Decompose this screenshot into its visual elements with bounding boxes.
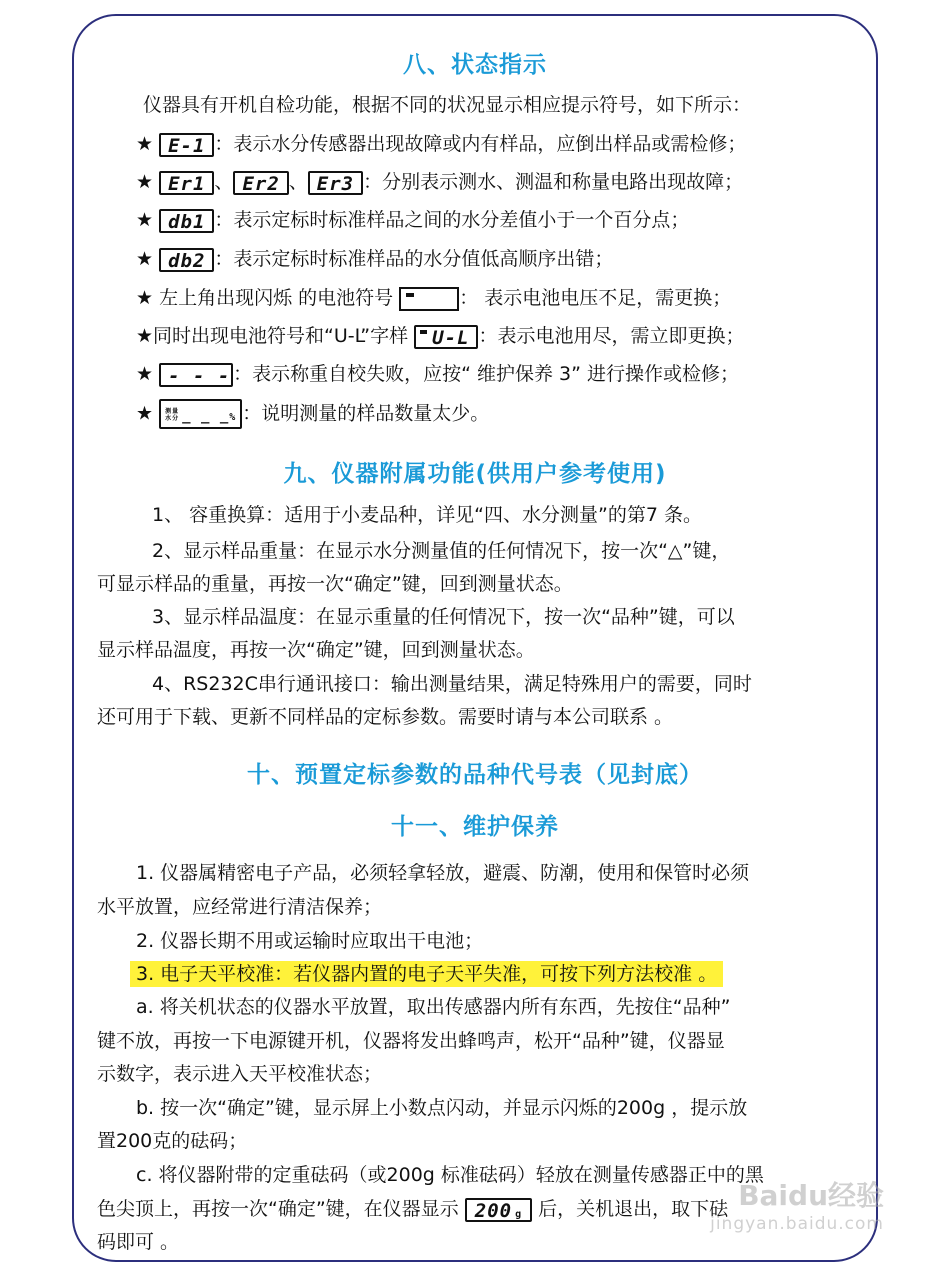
status-text: 同时出现电池符号和“U-L”字样 [153, 325, 409, 347]
star-icon: ★ [136, 171, 154, 193]
status-text: ： 表示电池电压不足，需更换； [459, 287, 732, 309]
maint-p2: 2. 仪器长期不用或运输时应取出干电池； [136, 930, 484, 952]
status-item-er [136, 169, 743, 195]
status-text: ：表示定标时标准样品之间的水分差值小于一个百分点； [214, 209, 690, 231]
status-text: ：表示水分传感器出现故障或内有样品，应倒出样品或需检修； [214, 133, 747, 155]
extra-p3b: 显示样品温度，再按一次“确定”键，回到测量状态。 [97, 639, 535, 661]
status-item-battery-low [136, 285, 731, 311]
lcd-code: Er1 [159, 171, 214, 195]
status-item-db1 [136, 207, 689, 233]
maint-p1b: 水平放置，应经常进行清洁保养； [97, 896, 383, 918]
lcd-code: 测量 水分 _ _ _% [159, 399, 242, 429]
extra-p2a: 2、显示样品重量：在显示水分测量值的任何情况下，按一次“△”键， [152, 540, 731, 562]
status-text: ：分别表示测水、测温和称量电路出现故障； [363, 171, 744, 193]
maint-pb2: 置200克的砝码； [97, 1130, 248, 1152]
status-text: ：表示称重自校失败，应按“ 维护保养 3” 进行操作或检修； [233, 363, 739, 385]
star-icon: ★ [136, 248, 154, 270]
maint-p1a: 1. 仪器属精密电子产品，必须轻拿轻放，避震、防潮，使用和保管时必须 [136, 862, 750, 884]
section-title-codes: 十、预置定标参数的品种代号表（见封底） [247, 762, 703, 788]
star-icon: ★ [136, 325, 154, 347]
lcd-code: 200 g [465, 1198, 532, 1222]
status-item-dashes [136, 361, 739, 387]
watermark: Baidu经验 jingyan.baidu.com [710, 1179, 884, 1234]
lcd-code: E-1 [159, 133, 214, 157]
extra-p4a: 4、RS232C串行通讯接口：输出测量结果，满足特殊用户的需要，同时 [152, 673, 752, 695]
lcd-code: Er2 [233, 171, 288, 195]
star-icon: ★ [136, 287, 154, 309]
maint-pb1: b. 按一次“确定”键，显示屏上小数点闪动，并显示闪烁的200g ，提示放 [136, 1097, 748, 1119]
status-intro: 仪器具有开机自检功能，根据不同的状况显示相应提示符号，如下所示： [143, 94, 752, 116]
maint-pa2: 键不放，再按一下电源键开机，仪器将发出蜂鸣声，松开“品种”键，仪器显 [97, 1030, 725, 1052]
extra-p3a: 3、显示样品温度：在显示重量的任何情况下，按一次“品种”键，可以 [152, 606, 735, 628]
maint-pc2: 色尖顶上，再按一次“确定”键，在仪器显示 200 g 后，关机退出，取下砝 [97, 1198, 729, 1222]
maint-p3-highlighted: 3. 电子天平校准：若仪器内置的电子天平失准，可按下列方法校准 。 [130, 961, 723, 987]
separator: 、 [288, 171, 308, 193]
extra-p1: 1、 容重换算：适用于小麦品种，详见“四、水分测量”的第7 条。 [152, 504, 702, 526]
extra-p4b: 还可用于下载、更新不同样品的定标参数。需要时请与本公司联系 。 [97, 706, 674, 728]
maint-pc1: c. 将仪器附带的定重砝码（或200g 标准砝码）轻放在测量传感器正中的黑 [136, 1164, 764, 1186]
extra-p2b: 可显示样品的重量，再按一次“确定”键，回到测量状态。 [97, 573, 573, 595]
status-item-few [136, 399, 489, 429]
section-title-maint: 十一、维护保养 [391, 814, 559, 840]
maint-pa1: a. 将关机状态的仪器水平放置，取出传感器内所有东西，先按住“品种” [136, 996, 731, 1018]
section-title-status: 八、状态指示 [403, 52, 547, 78]
status-item-e1 [136, 131, 746, 157]
status-item-db2 [136, 246, 613, 272]
battery-icon [420, 330, 427, 334]
lcd-code: U-L [414, 325, 478, 349]
lcd-code: - - - [159, 363, 233, 387]
maint-pc3: 码即可 。 [97, 1231, 180, 1253]
status-text: ：表示电池用尽，需立即更换； [478, 325, 745, 347]
star-icon: ★ [136, 363, 154, 385]
status-text: 左上角出现闪烁 的电池符号 [159, 287, 394, 309]
status-text: ：说明测量的样品数量太少。 [242, 402, 490, 425]
separator: 、 [214, 171, 234, 193]
star-icon: ★ [136, 402, 154, 425]
lcd-code: Er3 [308, 171, 363, 195]
star-icon: ★ [136, 133, 154, 155]
status-item-battery-empty [136, 323, 744, 349]
battery-icon [399, 287, 459, 311]
lcd-code: db2 [159, 248, 214, 272]
status-text: ：表示定标时标准样品的水分值低高顺序出错； [214, 248, 614, 270]
maint-pa3: 示数字，表示进入天平校准状态； [97, 1063, 383, 1085]
lcd-code: db1 [159, 209, 214, 233]
star-icon: ★ [136, 209, 154, 231]
section-title-extra: 九、仪器附属功能(供用户参考使用) [283, 461, 667, 487]
